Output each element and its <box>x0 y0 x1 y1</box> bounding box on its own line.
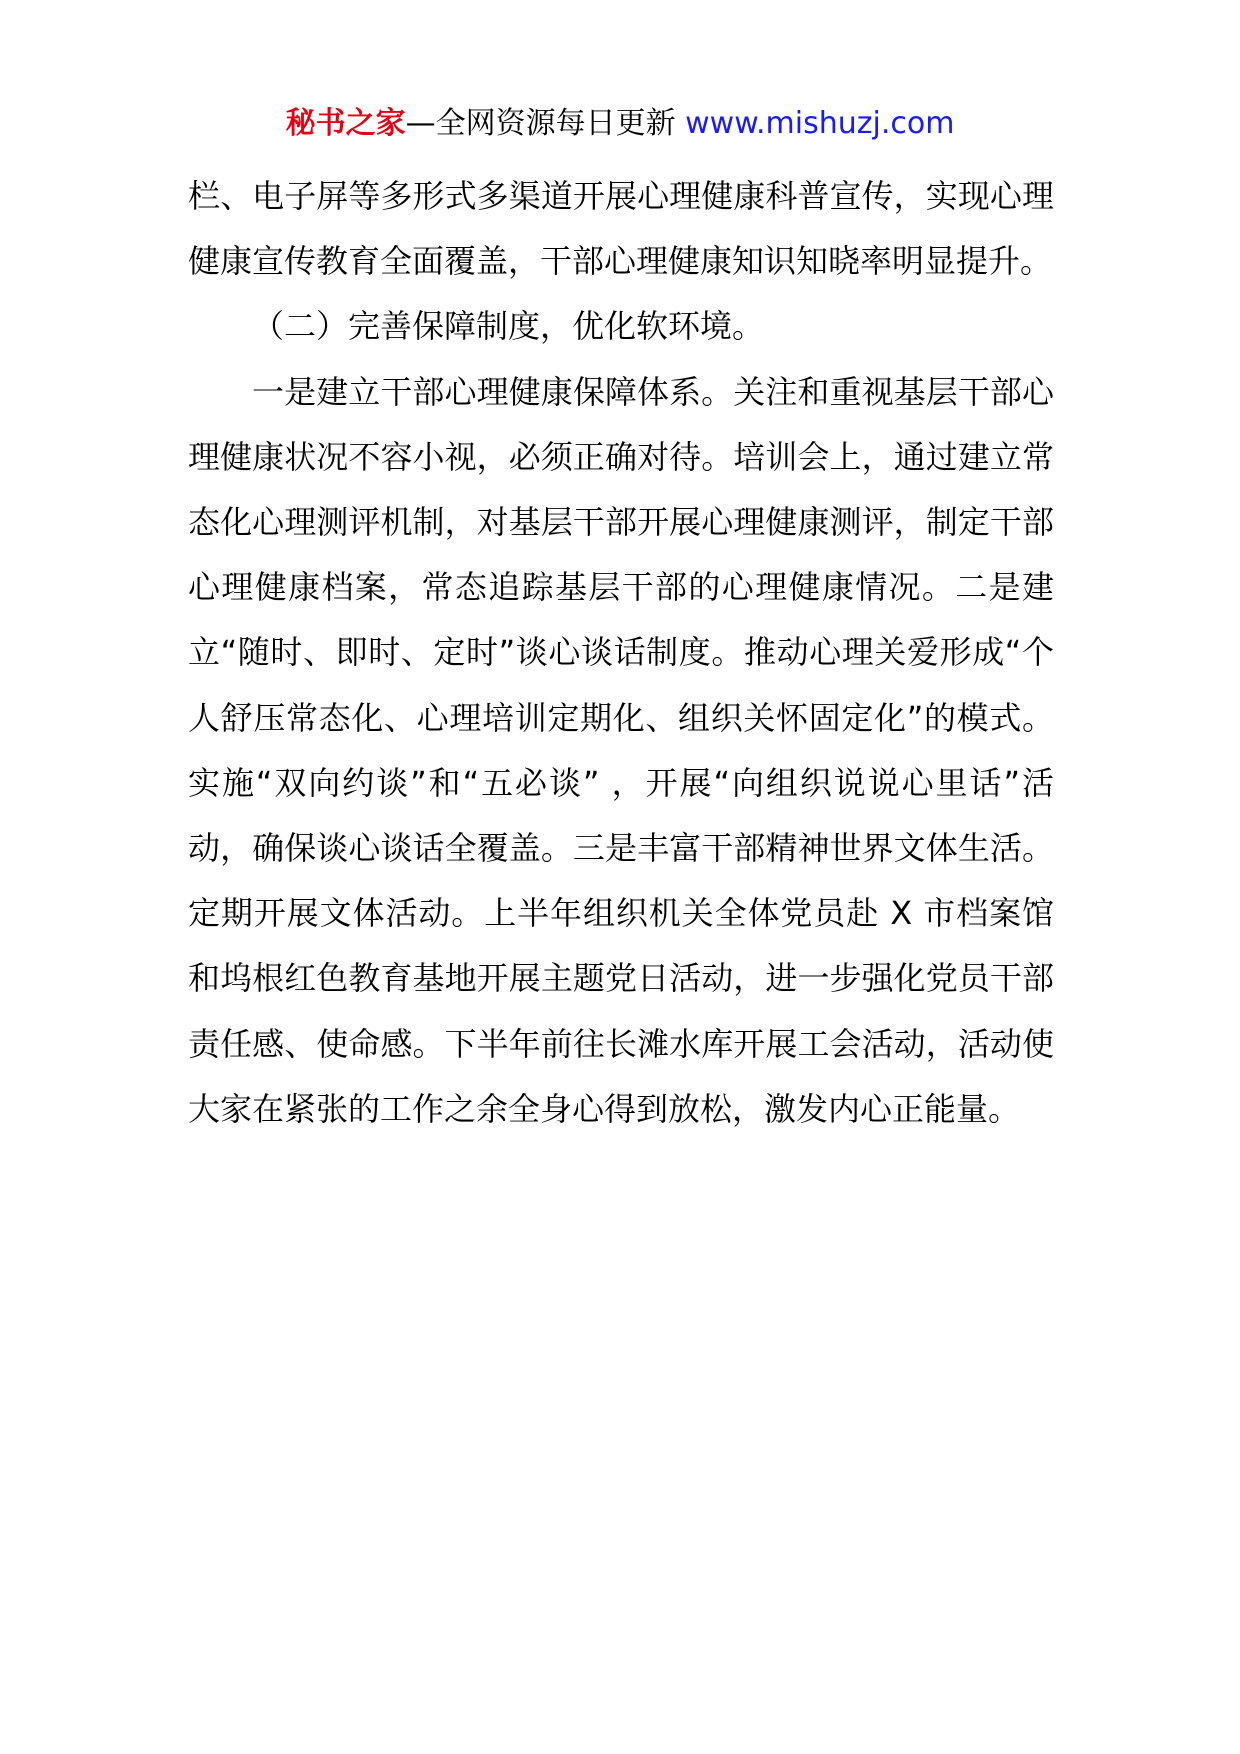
header-tagline: —全网资源每日更新 <box>405 106 686 141</box>
document-body <box>188 164 1054 1142</box>
paragraph-body: 一是建立干部心理健康保障体系。关注和重视基层干部心理健康状况不容小视，必须正确对待。培训会上，通过建立常态化心理测评机制，对基层干部开展心理健康测评，制定干部心理健康档案，常态追踪基层干部的心理健康情况。二是建立“随时、即时、定时”谈心谈话制度。推动心理关爱形成“个人舒压常态化、心理培训定期化、组织关怀固定化”的模式。实施“双向约谈”和“五必谈” ，开展“向组织说说心里话”活动，确保谈心谈话全覆盖。三是丰富干部精神世界文体生活。定期开展文体活动。上半年组织机关全体党员赴 X 市档案馆和坞根红色教育基地开展主题党日活动，进一步强化党员干部责任感、使命感。下半年前往长滩水库开展工会活动，活动使大家在紧张的工作之余全身心得到放松，激发内心正能量。 <box>188 372 1054 1128</box>
paragraph-continuation: 栏、电子屏等多形式多渠道开展心理健康科普宣传，实现心理健康宣传教育全面覆盖，干部心理健康知识知晓率明显提升。 <box>188 177 1054 281</box>
page-header <box>0 100 1240 148</box>
site-url-link[interactable]: www.mishuzj.com <box>685 106 955 141</box>
section-heading: （二）完善保障制度，优化软环境。 <box>252 307 765 346</box>
brand-name: 秘书之家 <box>285 106 406 141</box>
